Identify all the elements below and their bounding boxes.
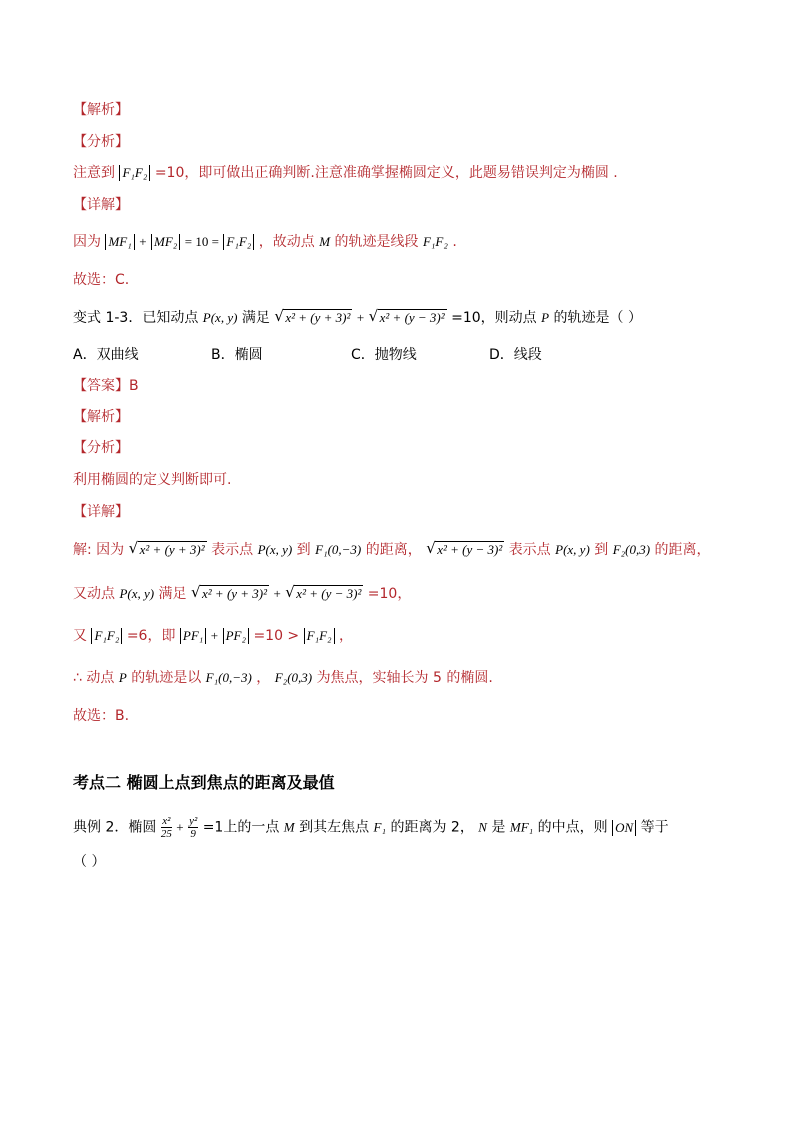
detail-text	[73, 584, 411, 604]
math-abs-mf2: MF₂	[151, 234, 180, 250]
text-segment: 到	[296, 542, 311, 558]
text-segment: 满足	[241, 310, 270, 326]
detail-label: 【详解】	[73, 504, 129, 520]
math-sqrt1: √ x² + (y + 3)²	[128, 539, 205, 557]
math-p: P	[541, 310, 550, 325]
analysis-label: 【解析】	[73, 102, 129, 118]
math-pxy: P(x, y)	[257, 542, 293, 557]
math-p: P	[118, 670, 127, 685]
text-segment: 注意到	[73, 165, 115, 181]
text-segment: 典例 2．椭圆	[73, 819, 157, 836]
detail-text	[73, 626, 353, 646]
text-segment: 因为	[73, 234, 101, 250]
example-paren: （ ）	[73, 854, 106, 870]
text-segment: 表示点	[508, 542, 551, 558]
text-segment: 满足	[158, 586, 187, 602]
text-segment: =10，即可做出正确判断.注意准确掌握椭圆定义，此题易错误判定为椭圆 .	[154, 165, 618, 181]
answer-label: 【答案】B	[73, 378, 139, 394]
text-segment: ∴ 动点	[73, 670, 115, 686]
sqrt-body: x² + (y + 3)²	[285, 310, 351, 325]
math-fraction-x	[161, 815, 172, 840]
option-b: B．椭圆	[211, 347, 263, 363]
option-d: D．线段	[489, 347, 542, 363]
analysis-sub-label: 【分析】	[73, 134, 129, 150]
math-fraction-y	[188, 815, 198, 840]
math-plus: +	[356, 310, 365, 325]
text-segment: .	[452, 234, 457, 250]
answer-text: 故选：B.	[73, 708, 130, 724]
math-sqrt1: √ x² + (y + 3)²	[274, 307, 351, 325]
text-segment: ，	[339, 628, 353, 644]
math-f1f2: F₁F₂	[422, 234, 448, 249]
math-m: M	[283, 819, 295, 835]
math-sqrt2: √ x² + (y − 3)²	[368, 307, 445, 325]
math-plus: +	[139, 234, 147, 249]
math-f1-point: F₁(0,−3)	[205, 670, 252, 685]
analysis-text: 利用椭圆的定义判断即可.	[73, 472, 232, 488]
text-segment: 到其左焦点	[299, 819, 370, 836]
math-abs-f1f2: F₁F₂	[304, 628, 335, 644]
option-a: A．双曲线	[73, 347, 139, 363]
math-abs-f1f2: F₁F₂	[91, 628, 122, 644]
detail-text	[73, 540, 711, 560]
detail-text	[73, 232, 457, 252]
sqrt-body: x² + (y − 3)²	[296, 586, 362, 601]
text-segment: =6，即	[126, 628, 176, 644]
text-segment: 的距离，	[365, 542, 422, 558]
text-segment: 表示点	[211, 542, 254, 558]
math-abs-f1f2: F₁F₂	[119, 165, 150, 181]
options-row	[73, 345, 542, 365]
analysis-label: 【解析】	[73, 409, 129, 425]
math-f2-point: F₂(0,3)	[274, 670, 313, 685]
sqrt-body: x² + (y − 3)²	[437, 542, 503, 557]
text-segment: 的轨迹是线段	[334, 234, 419, 250]
text-segment: 又	[73, 628, 87, 644]
fraction-numerator: y²	[189, 815, 198, 827]
math-abs-on: ON	[612, 820, 636, 836]
math-pxy: P(x, y)	[555, 542, 590, 557]
math-eq: = 10 =	[184, 234, 219, 249]
math-plus: +	[273, 586, 281, 601]
math-abs-pf2: PF₂	[223, 628, 249, 644]
math-f2-point: F₂(0,3)	[612, 542, 651, 557]
math-plus: +	[210, 628, 219, 643]
math-f1-point: F₁(0,−3)	[315, 542, 362, 557]
fraction-denominator: 9	[190, 828, 196, 840]
text-segment: =1上的一点	[202, 819, 280, 836]
math-f1: F₁	[373, 819, 387, 835]
math-pxy: P(x, y)	[119, 586, 155, 601]
option-c: C．抛物线	[351, 347, 417, 363]
detail-label: 【详解】	[73, 197, 129, 213]
text-segment: 又动点	[73, 586, 115, 602]
fraction-denominator: 25	[160, 828, 172, 840]
text-segment: 等于	[640, 819, 669, 836]
answer-text: 故选：C.	[73, 272, 130, 288]
example-text	[73, 815, 669, 840]
sqrt-body: x² + (y + 3)²	[139, 542, 205, 557]
analysis-text	[73, 163, 618, 183]
text-segment: 解: 因为	[73, 542, 125, 558]
math-pxy: P(x, y)	[202, 310, 238, 325]
text-segment: 的距离，	[654, 542, 711, 558]
sqrt-body: x² + (y + 3)²	[202, 586, 268, 601]
math-abs-pf1: PF₁	[180, 628, 206, 644]
math-m: M	[319, 234, 331, 249]
section-heading: 考点二 椭圆上点到焦点的距离及最值	[73, 773, 335, 792]
text-segment: 是	[491, 819, 506, 836]
text-segment: 变式 1-3．已知动点	[73, 310, 199, 326]
math-mf1: MF₁	[509, 819, 534, 835]
math-sqrt1: √ x² + (y + 3)²	[191, 583, 268, 601]
text-segment: 的中点，则	[537, 819, 608, 836]
math-abs-f1f2: F₁F₂	[223, 234, 254, 250]
text-segment: 为焦点，实轴长为 5 的椭圆.	[316, 670, 493, 686]
text-segment: 的轨迹是（ ）	[553, 310, 642, 326]
analysis-sub-label: 【分析】	[73, 440, 129, 456]
sqrt-body: x² + (y − 3)²	[379, 310, 445, 325]
text-segment: 到	[594, 542, 609, 558]
math-sqrt2: √ x² + (y − 3)²	[285, 583, 362, 601]
question-text	[73, 308, 642, 328]
text-segment: ，故动点	[258, 234, 315, 250]
math-sqrt2: √ x² + (y − 3)²	[426, 539, 503, 557]
math-n: N	[478, 819, 487, 835]
math-plus: +	[176, 819, 184, 835]
detail-text	[73, 668, 493, 688]
math-abs-mf1: MF₁	[105, 234, 134, 250]
text-segment: ，	[256, 670, 271, 686]
text-segment: 的轨迹是以	[131, 670, 202, 686]
text-segment: =10，则动点	[451, 310, 537, 326]
text-segment: =10 >	[253, 628, 300, 644]
text-segment: 的距离为 2，	[390, 819, 474, 836]
text-segment: =10，	[367, 586, 412, 602]
fraction-numerator: x²	[162, 815, 171, 827]
